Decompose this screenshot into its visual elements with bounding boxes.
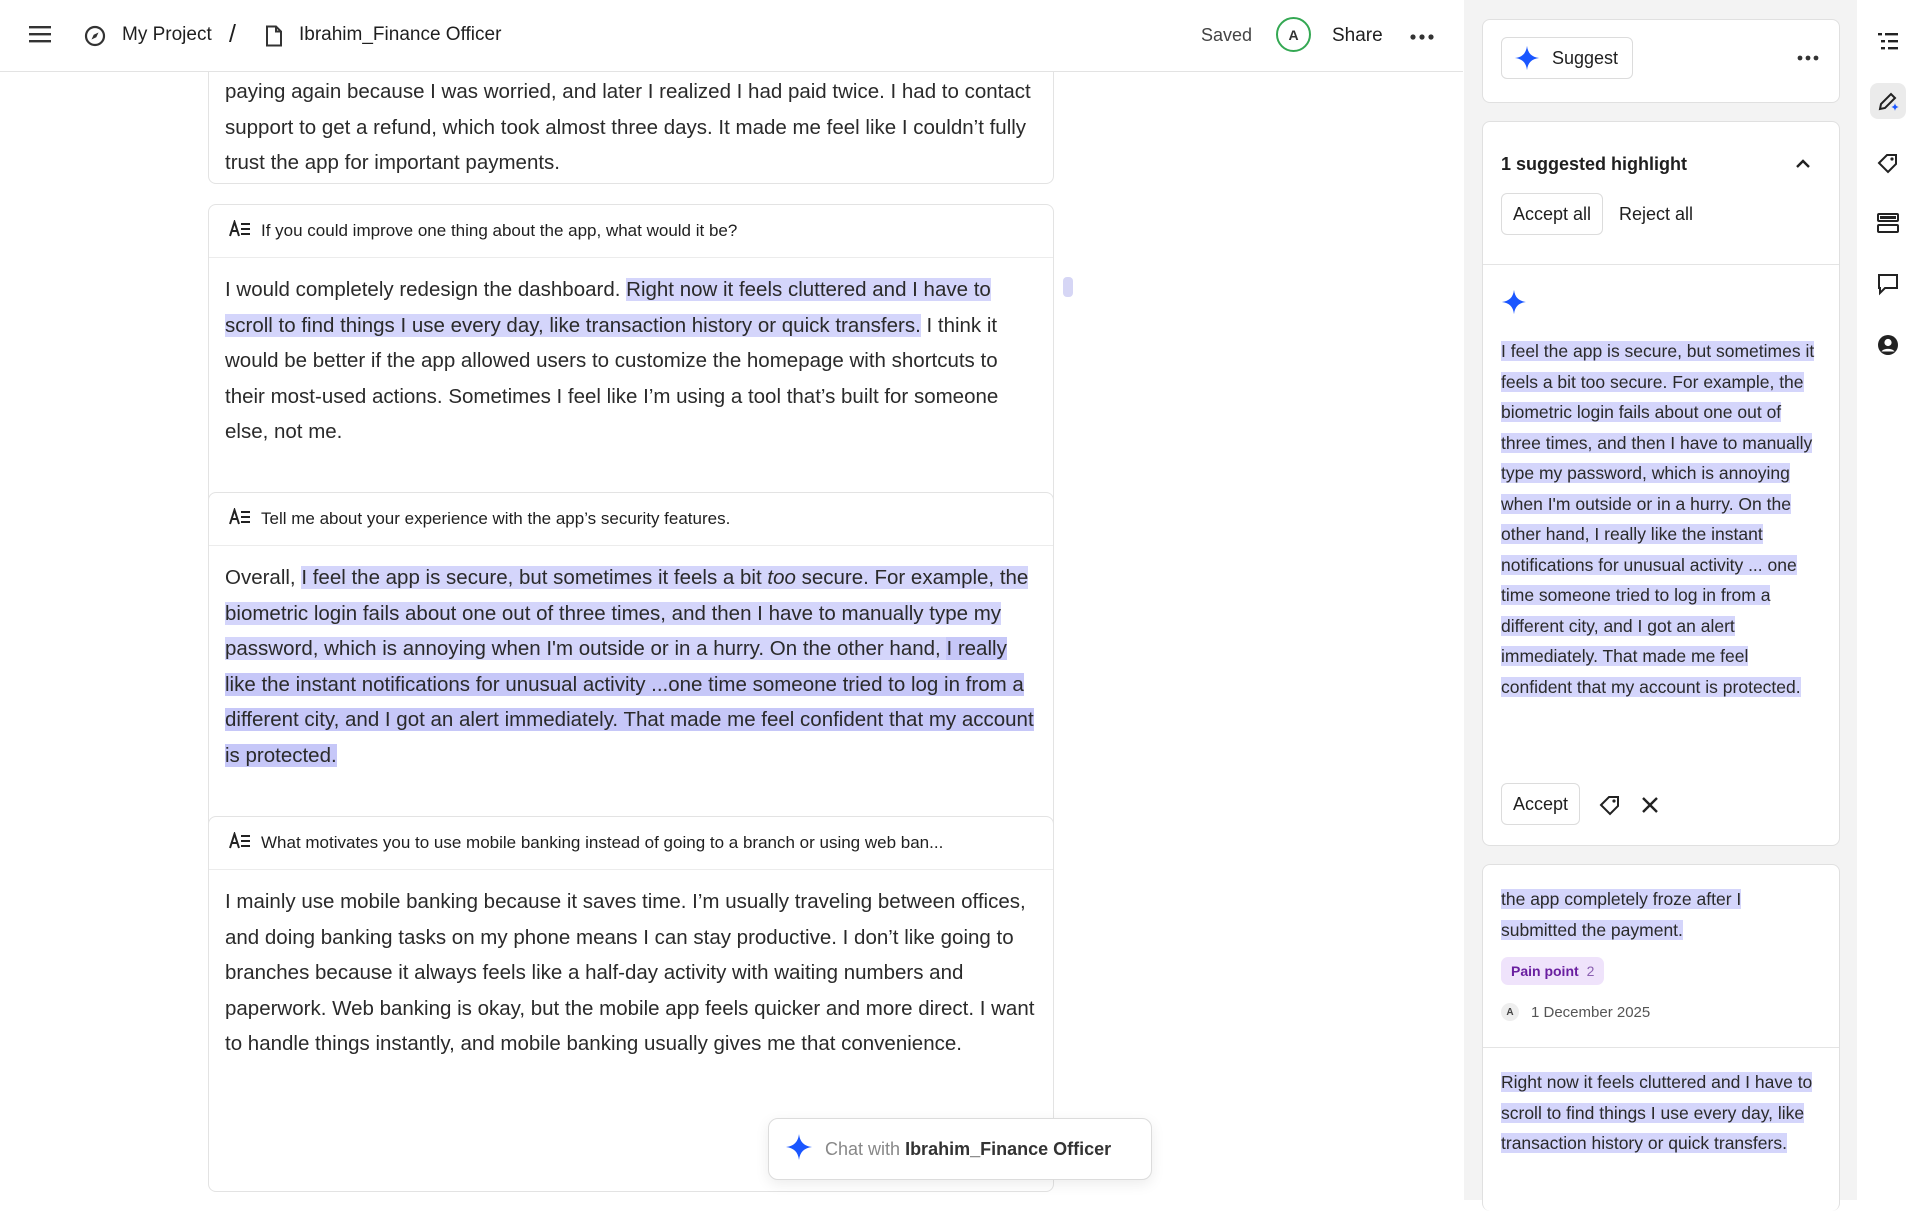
magic-highlight-icon[interactable] xyxy=(1870,83,1906,119)
accept-all-button[interactable]: Accept all xyxy=(1501,193,1603,235)
more-options-icon[interactable] xyxy=(1797,49,1819,67)
transcript-area xyxy=(0,72,1463,1200)
question-icon xyxy=(229,832,251,855)
avatar: A xyxy=(1501,1003,1519,1021)
highlighted-text[interactable]: secure. For example, the biometric login fails about one out of three times, and then I have to manually type my password, which is annoying when I'm outside or in a hurry. On the other hand, xyxy=(225,566,1029,660)
sparkle-icon xyxy=(1501,289,1527,320)
divider xyxy=(1483,1047,1839,1048)
answer-text: I think it would be better if the app allowed users to customize the homepage with shortcuts to their most-used actions. Sometimes I feel like I’m using a tool that’s built for someone else, not me. xyxy=(225,313,999,443)
suggest-button[interactable] xyxy=(1501,37,1633,79)
answer-text: I would completely redesign the dashboard. xyxy=(225,278,627,301)
comment-marker[interactable] xyxy=(1063,277,1073,297)
comment-icon[interactable] xyxy=(1870,266,1906,302)
hamburger-menu-icon[interactable] xyxy=(28,24,52,44)
breadcrumb-separator: / xyxy=(229,20,236,48)
card-question xyxy=(209,493,1053,546)
answer-text: Overall, xyxy=(225,566,302,589)
chat-input-button[interactable] xyxy=(768,1118,1152,1180)
question-text: Tell me about your experience with the app’s security features. xyxy=(261,509,731,528)
question-icon xyxy=(229,508,251,531)
chevron-up-icon[interactable] xyxy=(1795,156,1811,174)
right-icon-rail xyxy=(1857,0,1920,1200)
tag-badge[interactable]: Pain point 2 xyxy=(1501,957,1604,985)
tag-icon[interactable] xyxy=(1870,145,1906,181)
compass-icon xyxy=(84,25,106,52)
reject-all-button[interactable]: Reject all xyxy=(1607,193,1705,235)
sparkle-icon xyxy=(1514,45,1540,71)
avatar[interactable]: A xyxy=(1276,17,1311,52)
suggest-box xyxy=(1482,19,1840,103)
outline-list-icon[interactable] xyxy=(1870,23,1906,59)
highlight-text[interactable]: Right now it feels cluttered and I have to scroll to find things I use every day, like transaction history or quick transfers. xyxy=(1501,1072,1813,1153)
divider xyxy=(1483,264,1839,265)
highlight-text[interactable]: the app completely froze after I submitted the payment. xyxy=(1501,889,1742,940)
suggestion-text: I feel the app is secure, but sometimes it feels a bit too secure. For example, the biometric login fails about one out of three times, and then I have to manually type my password, which is annoying when I'm outside or in a hurry. On the other hand, I really like the instant notifications for unusual activity ... one time someone tried to log in from a different city, and I got an alert immediately. That made me feel confident that my account is protected. xyxy=(1501,341,1815,697)
question-icon xyxy=(229,220,251,243)
breadcrumb-project[interactable]: My Project xyxy=(122,24,212,45)
card-answer xyxy=(209,72,1053,197)
user-profile-icon[interactable] xyxy=(1870,327,1906,363)
highlighted-text[interactable]: too xyxy=(767,566,796,589)
highlight-date: 1 December 2025 xyxy=(1531,1003,1651,1021)
highlighted-text[interactable]: I really like the instant notifications for unusual activity ...one time someone tried to log in from a different city, and I got an alert immediately. That made me feel confident that my account is protected. xyxy=(225,637,1034,767)
answer-text: I mainly use mobile banking because it saves time. I’m usually traveling between offices, and doing banking tasks on my phone means I can stay productive. I don’t like going to branches because it always feels like a half-day activity with waiting numbers and paperwork. Web banking is okay, but the mobile app feels quicker and more direct. I want to handle things instantly, and mobile banking usually gives me that convenience. xyxy=(225,890,1035,1055)
chat-label: Chat with Ibrahim_Finance Officer xyxy=(825,1138,1112,1159)
sparkle-icon xyxy=(785,1133,813,1166)
layout-rows-icon[interactable] xyxy=(1870,205,1906,241)
top-bar xyxy=(0,0,1463,72)
suggested-highlights-box xyxy=(1482,121,1840,846)
transcript-card xyxy=(208,492,1054,867)
accept-button[interactable]: Accept xyxy=(1501,783,1580,825)
tag-icon[interactable] xyxy=(1598,793,1622,822)
transcript-card xyxy=(208,72,1054,184)
side-panel xyxy=(1464,0,1857,1200)
highlights-list xyxy=(1482,864,1840,1211)
close-icon[interactable] xyxy=(1640,795,1660,820)
answer-text: paying again because I was worried, and later I realized I had paid twice. I had to contact support to get a refund, which took almost three days. It made me feel like I couldn’t fully trust the app for important payments. xyxy=(225,80,1031,174)
more-options-icon[interactable] xyxy=(1410,28,1434,46)
save-status: Saved xyxy=(1201,25,1253,45)
card-answer xyxy=(209,546,1053,789)
card-question xyxy=(209,817,1053,870)
highlighted-text[interactable]: I feel the app is secure, but sometimes it feels a bit xyxy=(301,566,768,589)
card-question xyxy=(209,205,1053,258)
question-text: What motivates you to use mobile banking instead of going to a branch or using web ban... xyxy=(261,833,944,852)
card-answer xyxy=(209,258,1053,466)
share-button[interactable]: Share xyxy=(1332,25,1383,46)
suggested-title: 1 suggested highlight xyxy=(1501,154,1688,174)
card-answer xyxy=(209,870,1053,1078)
highlight-meta xyxy=(1501,1003,1650,1021)
question-text: If you could improve one thing about the app, what would it be? xyxy=(261,221,738,240)
breadcrumb-document[interactable]: Ibrahim_Finance Officer xyxy=(299,24,502,45)
document-icon xyxy=(264,25,284,52)
suggest-label: Suggest xyxy=(1552,47,1619,68)
highlighted-text[interactable]: Right now it feels cluttered and I have to scroll to find things I use every day, like transaction history or quick transfers. xyxy=(225,278,991,337)
